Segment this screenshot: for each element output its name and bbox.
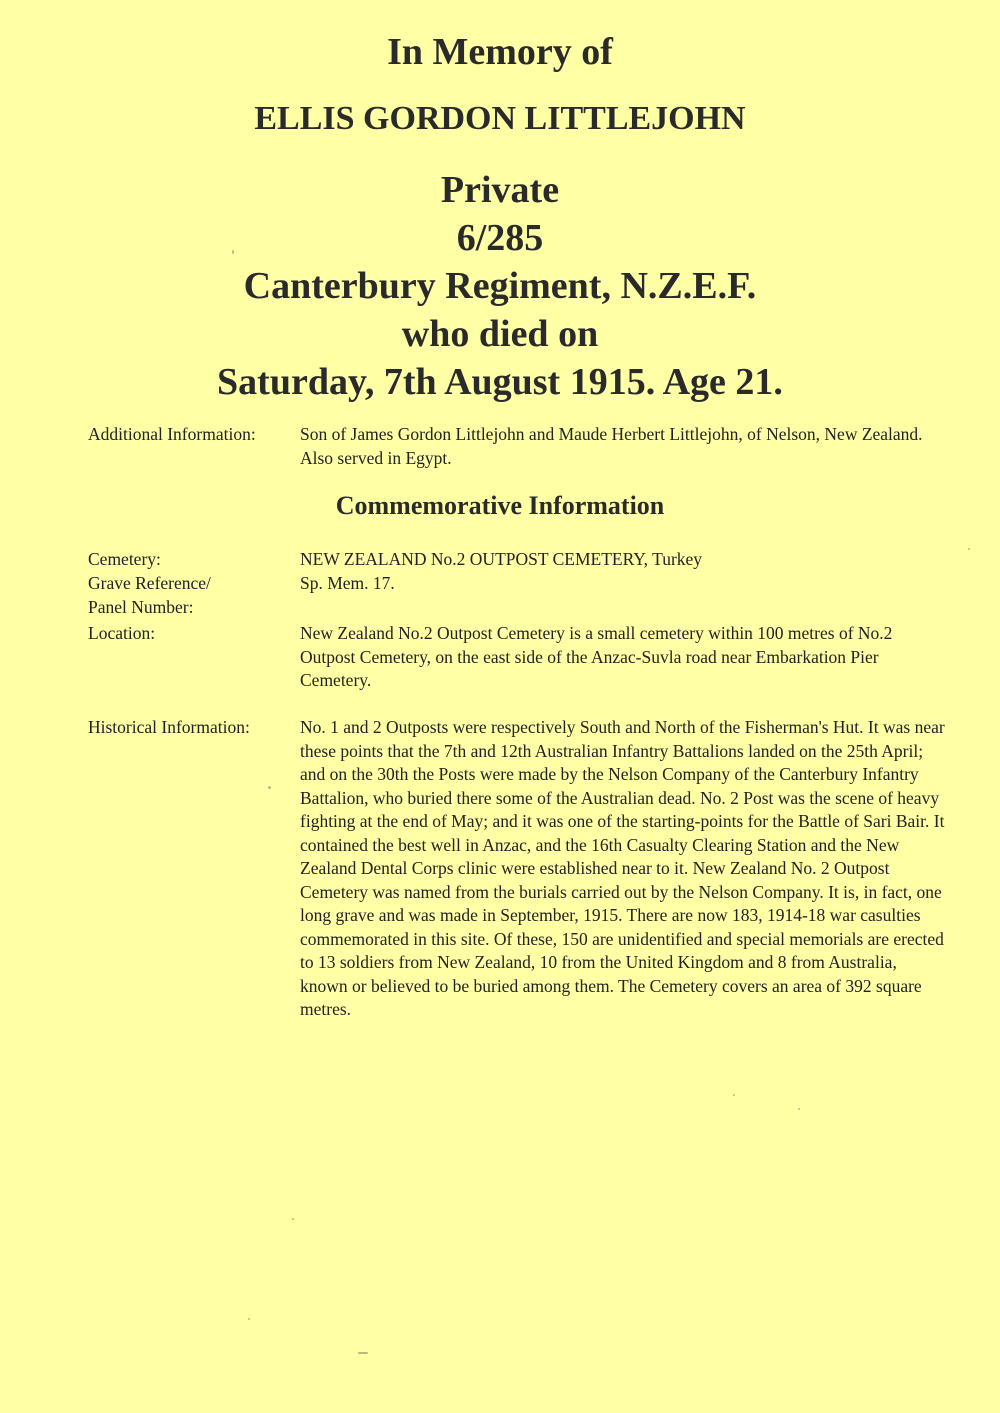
commemorative-heading: Commemorative Information xyxy=(335,491,665,520)
historical-info-value: No. 1 and 2 Outposts were respectively South and North of the Fisherman's Hut. It was near these points that the 7th and 12th Australian Infantry Battalions landed on the 25th April; and on the 30th the Posts were made by the Nelson Company of the Canterbury Infantry Battalion, who buried there some of the Australian dead. No. 2 Post was the scene of heavy fighting at the end of May; and it was one of the starting-points for the Battle of Sari Bair. It contained the best well in Anzac, and the 16th Casualty Clearing Station and the New Zealand Dental Corps clinic were established near to it. New Zealand No. 2 Outpost Cemetery was named from the burials carried out by the Nelson Company. It is, in fact, one long grave and was made in September, 1915. There are now 183, 1914-18 war casulties commemorated in this site. Of these, 150 are unidentified and special memorials are erected to 13 soldiers from New Zealand, 10 from the United Kingdom and 8 from Australia, known or believed to be buried among them. The Cemetery covers an area of 392 square metres. xyxy=(300,717,945,1019)
died-on-text: who died on xyxy=(401,313,599,355)
location-value: New Zealand No.2 Outpost Cemetery is a small cemetery within 100 metres of No.2 Outpost Cemetery, on the east side of the Anzac-Suvla road near Embarkation Pier Cemetery. xyxy=(300,623,893,690)
cemetery-value: NEW ZEALAND No.2 OUTPOST CEMETERY, Turkey xyxy=(300,549,703,569)
death-date-age: Saturday, 7th August 1915. Age 21. xyxy=(217,361,783,403)
historical-info-label: Historical Information: xyxy=(88,717,250,737)
memorial-heading: In Memory of xyxy=(387,31,613,73)
grave-reference-label: Grave Reference/ Panel Number: xyxy=(88,573,211,617)
additional-info-label: Additional Information: xyxy=(88,424,256,444)
unit-name: Canterbury Regiment, N.Z.E.F. xyxy=(243,265,757,307)
cemetery-label: Cemetery: xyxy=(88,549,161,569)
service-number: 6/285 xyxy=(456,217,544,259)
location-label: Location: xyxy=(88,623,156,643)
soldier-rank: Private xyxy=(440,169,560,211)
additional-info-text: Son of James Gordon Littlejohn and Maude Herbert Littlejohn, of Nelson, New Zealand. Also served in Egypt. xyxy=(300,424,923,468)
soldier-name: ELLIS GORDON LITTLEJOHN xyxy=(254,100,746,137)
grave-reference-value: Sp. Mem. 17. xyxy=(300,573,395,593)
